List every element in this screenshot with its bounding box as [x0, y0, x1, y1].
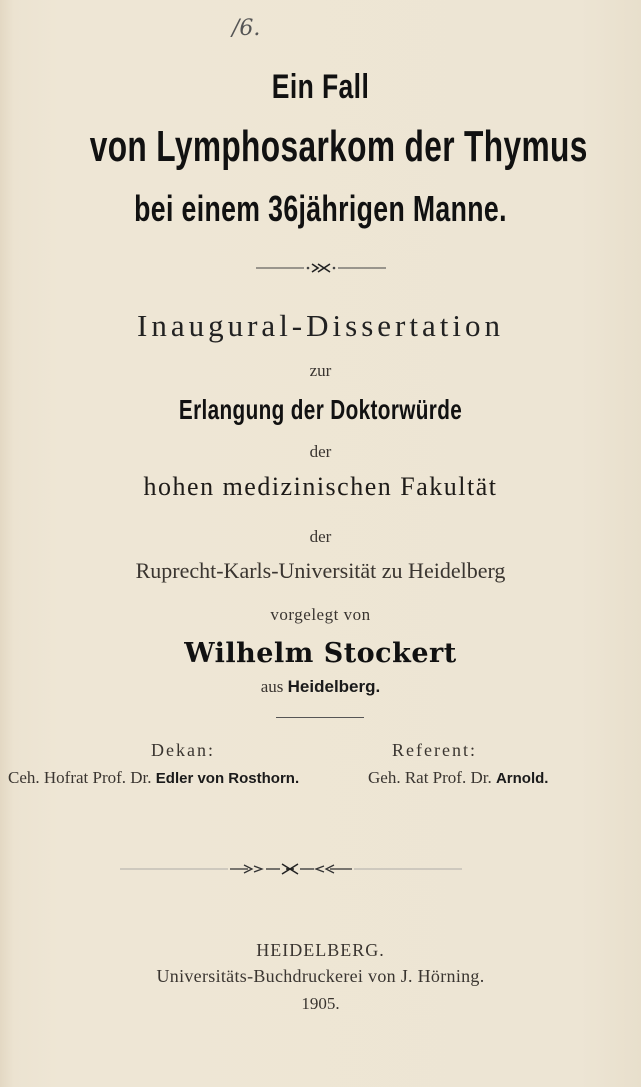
title-line-1: Ein Fall — [271, 68, 370, 106]
submitted-by-text: vorgelegt von — [270, 605, 371, 624]
purpose-text: Erlangung der Doktorwürde — [178, 394, 463, 425]
dekan-name-line — [8, 768, 299, 788]
dekan-name: Edler von Rosthorn. — [155, 770, 300, 787]
dissertation-heading: Inaugural-Dissertation — [137, 308, 504, 343]
handwritten-mark: /6. — [232, 16, 261, 41]
der-text-2: der — [309, 527, 332, 546]
referent-name: Arnold. — [495, 770, 549, 787]
dekan-label: Dekan: — [151, 740, 215, 760]
referent-name-prefix: Geh. Rat Prof. Dr. — [368, 768, 492, 787]
dekan-name-prefix: Ceh. Hofrat Prof. Dr. — [8, 768, 152, 787]
ornament-divider-1 — [256, 263, 386, 273]
title-line-2: von Lymphosarkom der Thymus — [89, 122, 588, 171]
imprint-year: 1905. — [301, 994, 340, 1013]
der-text-1: der — [309, 442, 332, 461]
ornament-divider-2 — [120, 862, 520, 876]
referent-name-line — [368, 768, 548, 788]
author-name: Wilhelm Stockert — [184, 638, 457, 669]
zur-text: zur — [309, 361, 332, 380]
origin-prefix: aus — [260, 677, 284, 696]
imprint-printer: Universitäts-Buchdruckerei von J. Hörning. — [156, 966, 485, 986]
university-text: Ruprecht-Karls-Universität zu Heidelberg — [135, 558, 506, 583]
origin-line — [0, 677, 641, 697]
divider-rule — [276, 717, 364, 718]
title-line-3: bei einem 36jährigen Manne. — [134, 188, 507, 229]
referent-label: Referent: — [392, 740, 477, 760]
faculty-text: hohen medizinischen Fakultät — [143, 472, 498, 501]
imprint-city: HEIDELBERG. — [256, 940, 385, 960]
origin-city: Heidelberg. — [287, 677, 381, 696]
